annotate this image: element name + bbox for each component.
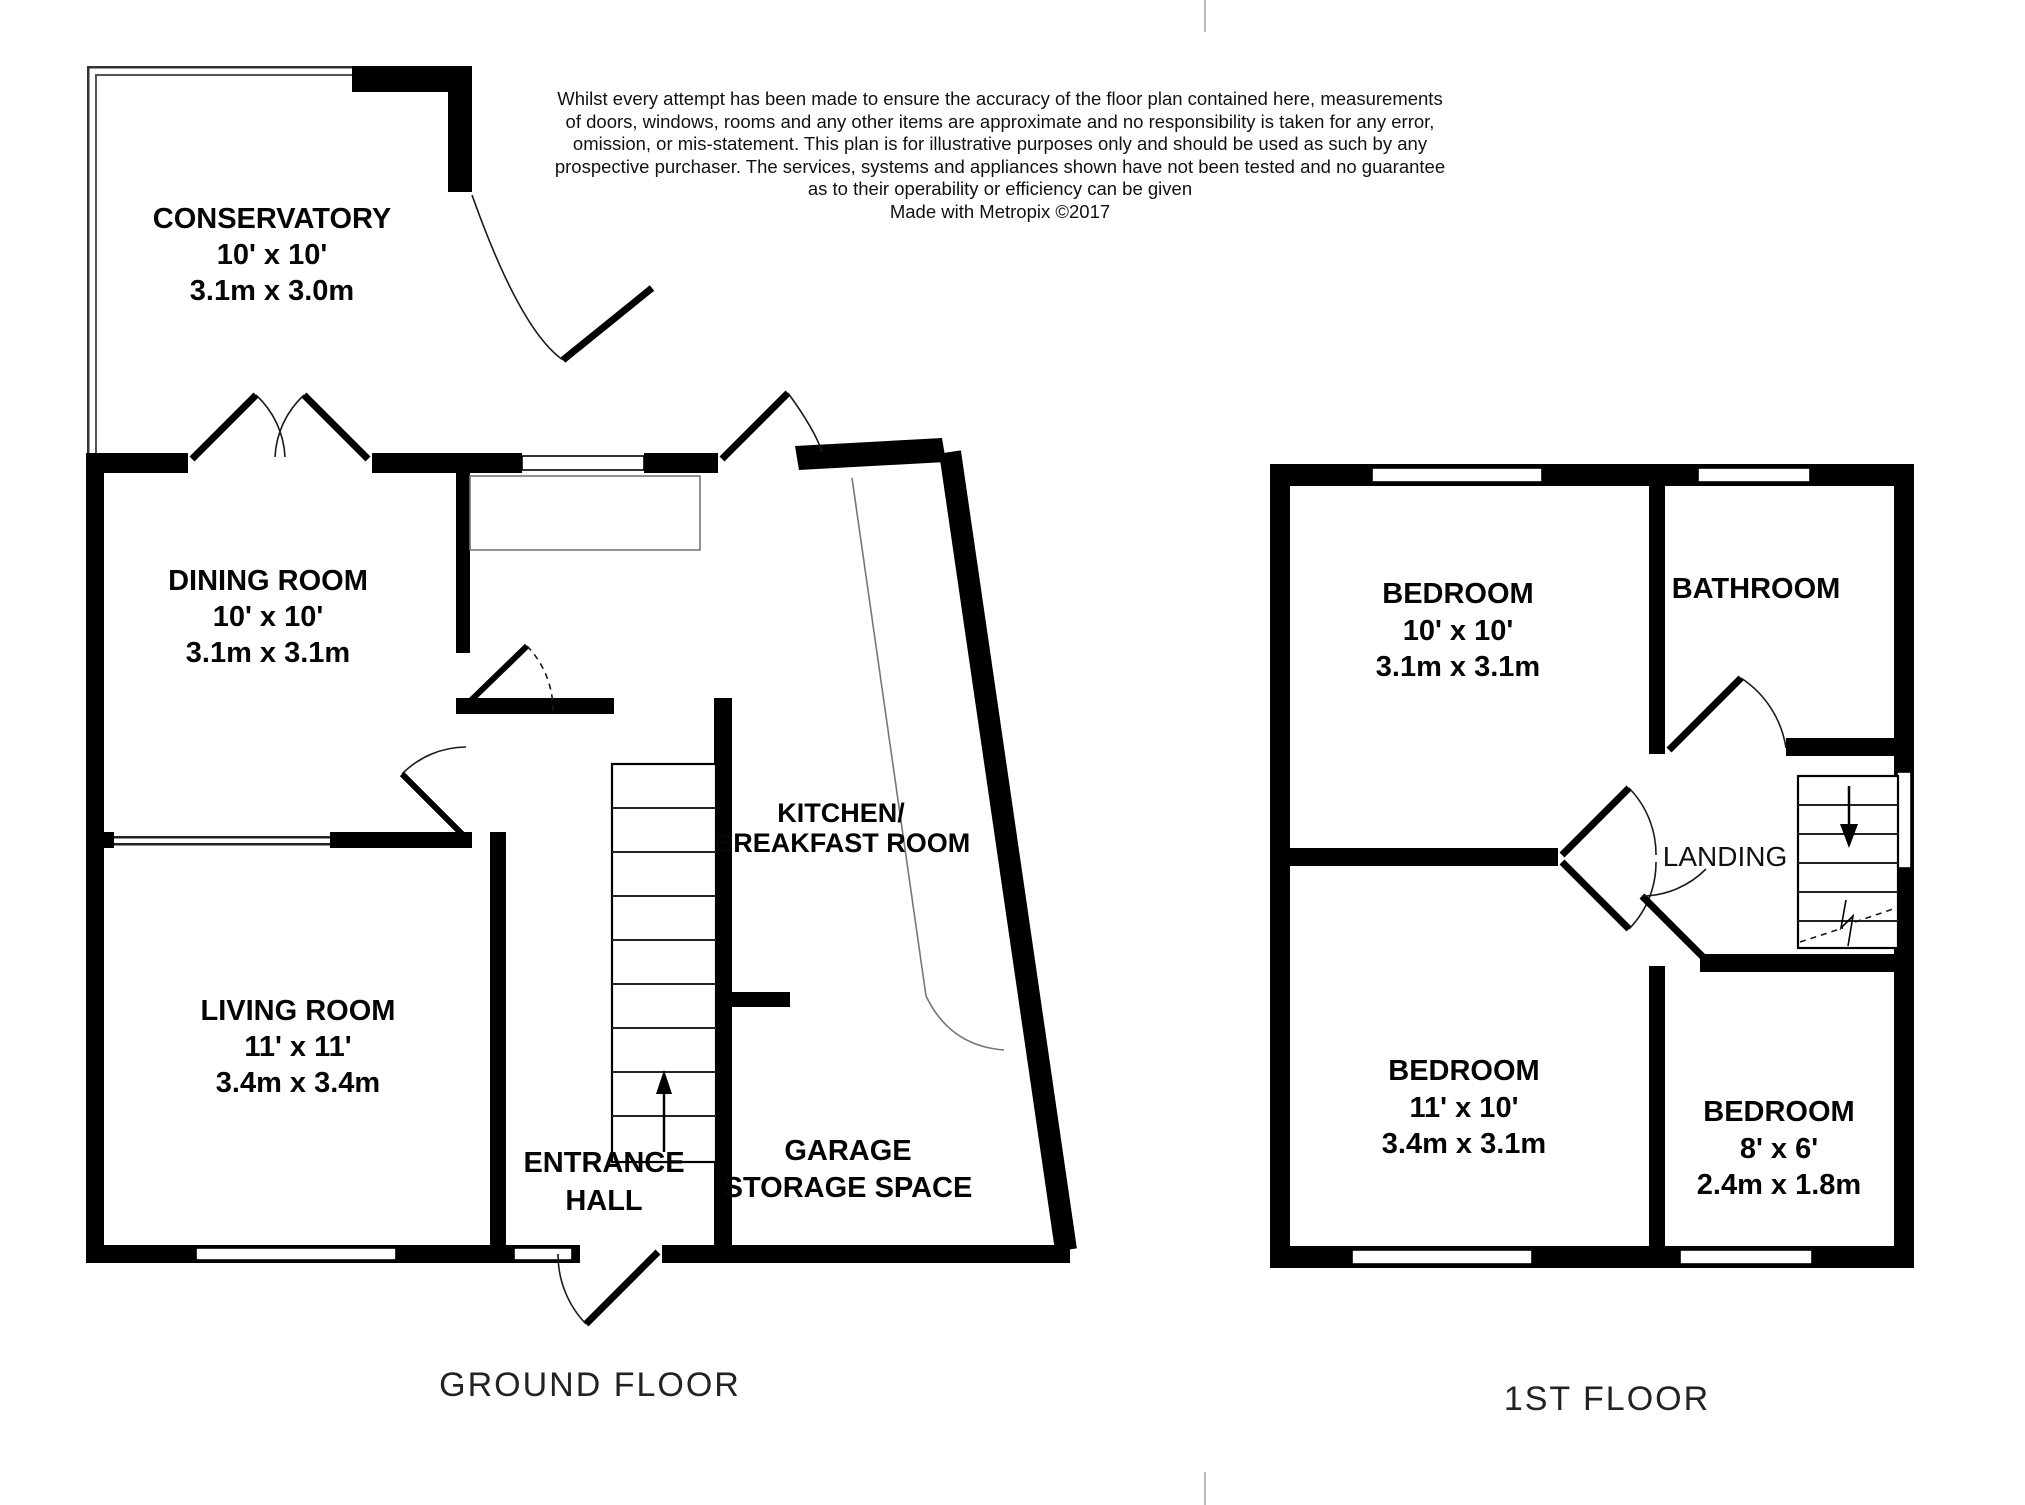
bathroom-door bbox=[1669, 678, 1786, 750]
kitchen-window bbox=[522, 456, 644, 470]
conservatory-label: CONSERVATORY bbox=[152, 203, 392, 235]
disclaimer-credit: Made with Metropix ©2017 bbox=[889, 200, 1111, 222]
disclaimer-line: of doors, windows, rooms and any other items are approximate and no responsibility is taken for any error, bbox=[565, 110, 1435, 132]
conservatory-size-metric: 3.1m x 3.0m bbox=[189, 275, 355, 307]
bedroom2-size-imperial: 11' x 10' bbox=[1409, 1092, 1519, 1124]
bedroom1-label: BEDROOM bbox=[1382, 578, 1534, 610]
staircase-first bbox=[1798, 776, 1898, 948]
bedroom3-size-imperial: 8' x 6' bbox=[1739, 1133, 1819, 1165]
bedroom3-label: BEDROOM bbox=[1703, 1096, 1855, 1128]
bedroom2-label: BEDROOM bbox=[1388, 1055, 1540, 1087]
kitchen-label-line1: KITCHEN/ bbox=[777, 798, 905, 828]
bedroom3-door bbox=[1642, 869, 1706, 960]
bathroom-window bbox=[1698, 468, 1810, 482]
garage-label-line2: STORAGE SPACE bbox=[723, 1172, 973, 1204]
living-room-window bbox=[196, 1248, 396, 1260]
hall-window bbox=[514, 1248, 572, 1260]
living-room-size-metric: 3.4m x 3.4m bbox=[215, 1067, 381, 1099]
disclaimer-line: prospective purchaser. The services, systems and appliances shown have not been tested and no guarantee bbox=[554, 155, 1446, 177]
conservatory-size-imperial: 10' x 10' bbox=[216, 239, 328, 271]
garage-label-line1: GARAGE bbox=[784, 1135, 912, 1167]
dining-room-size-imperial: 10' x 10' bbox=[212, 601, 324, 633]
ground-floor-plan bbox=[86, 66, 1070, 1404]
bedroom1-window bbox=[1372, 468, 1542, 482]
disclaimer-line: as to their operability or efficiency can be given bbox=[807, 178, 1193, 199]
kitchen-worktop bbox=[470, 476, 700, 550]
hall-dining-door bbox=[402, 747, 466, 838]
first-floor-plan bbox=[1270, 464, 1914, 1418]
entrance-hall-label-line1: ENTRANCE bbox=[523, 1147, 685, 1179]
bedroom1-size-metric: 3.1m x 3.1m bbox=[1375, 651, 1541, 683]
bedroom3-window bbox=[1680, 1250, 1812, 1264]
dining-room-size-metric: 3.1m x 3.1m bbox=[185, 637, 351, 669]
disclaimer-line: omission, or mis-statement. This plan is for illustrative purposes only and should be used as such by any bbox=[572, 133, 1428, 154]
bedroom2-size-metric: 3.4m x 3.1m bbox=[1381, 1128, 1547, 1160]
entrance-hall-label-line2: HALL bbox=[565, 1185, 643, 1217]
garage-partition-line bbox=[852, 478, 1004, 1050]
bedroom3-size-metric: 2.4m x 1.8m bbox=[1696, 1169, 1862, 1201]
dining-room-label: DINING ROOM bbox=[168, 565, 368, 597]
first-floor-caption: 1ST FLOOR bbox=[1503, 1380, 1711, 1418]
bathroom-label: BATHROOM bbox=[1671, 573, 1841, 605]
bedroom2-window bbox=[1352, 1250, 1532, 1264]
disclaimer-line: Whilst every attempt has been made to ensure the accuracy of the floor plan contained here, measurements bbox=[557, 88, 1443, 109]
kitchen-label-line2: BREAKFAST ROOM bbox=[713, 828, 971, 858]
living-room-label: LIVING ROOM bbox=[200, 995, 396, 1027]
bedroom1-size-imperial: 10' x 10' bbox=[1402, 615, 1514, 647]
landing-doors bbox=[1562, 788, 1656, 929]
page-edge-marks bbox=[1204, 0, 1206, 1505]
conservatory-kitchen-door bbox=[472, 195, 652, 360]
staircase-ground bbox=[612, 764, 716, 1162]
living-room-size-imperial: 11' x 11' bbox=[244, 1031, 352, 1063]
ground-floor-caption: GROUND FLOOR bbox=[439, 1366, 741, 1404]
landing-label: LANDING bbox=[1662, 841, 1788, 872]
french-doors-conservatory bbox=[192, 395, 368, 459]
